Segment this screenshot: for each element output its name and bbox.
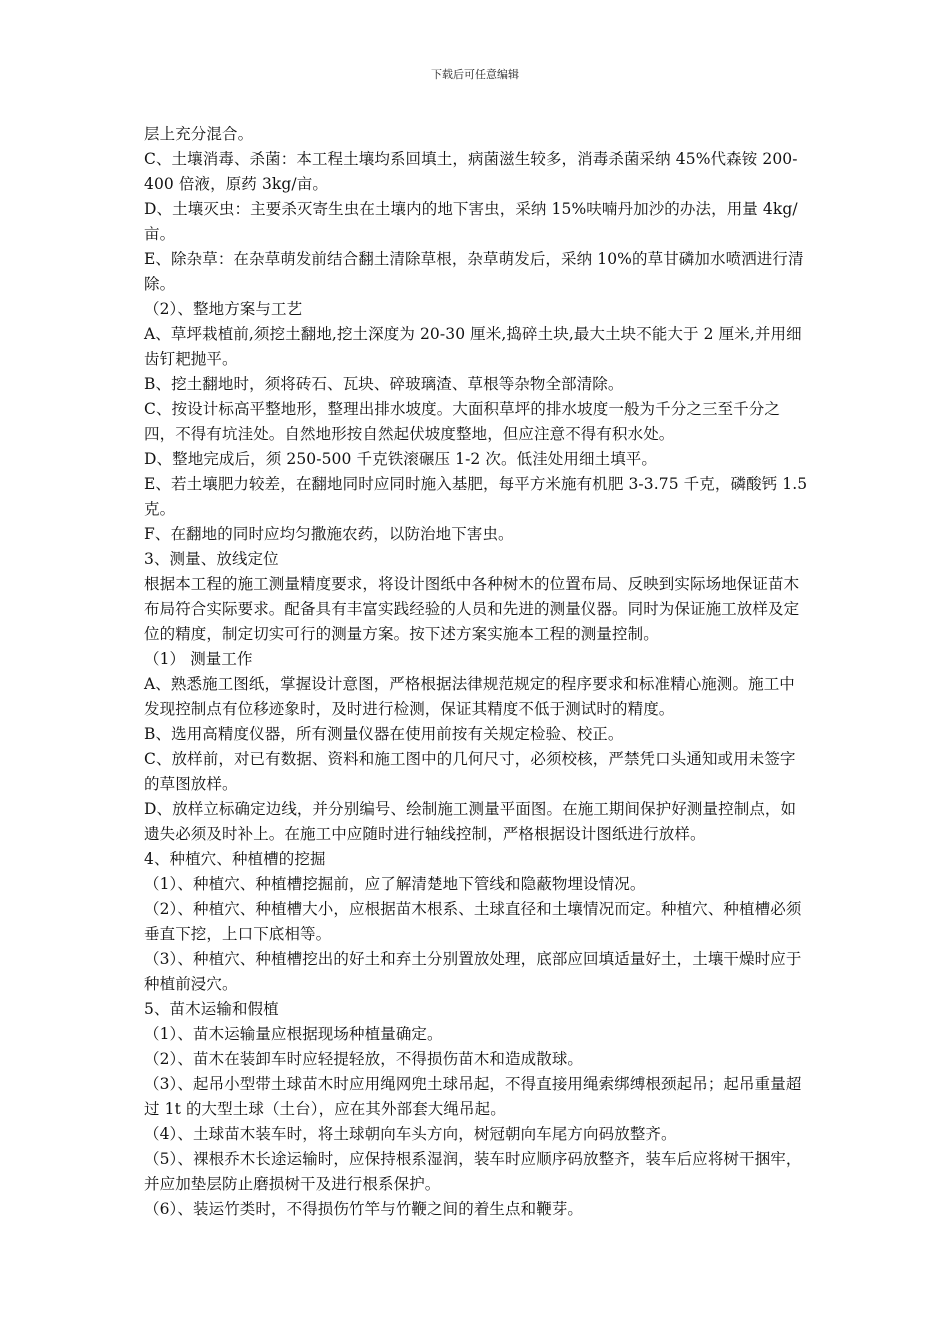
paragraph: A、草坪栽植前,须挖土翻地,挖土深度为 20-30 厘米,捣碎土块,最大土块不能大于 2 厘米,并用细齿钉耙抛平。 (144, 325, 802, 368)
paragraph: C、按设计标高平整地形，整理出排水坡度。大面积草坪的排水坡度一般为千分之三至千分之四，不得有坑洼处。自然地形按自然起伏坡度整地，但应注意不得有积水处。 (144, 400, 780, 443)
paragraph: F、在翻地的同时应均匀撒施农药，以防治地下害虫。 (144, 525, 514, 543)
section-heading: 3、测量、放线定位 (144, 550, 279, 568)
paragraph: E、若土壤肥力较差，在翻地同时应同时施入基肥，每平方米施有机肥 3-3.75 千克，磷酸钙 1.5 克。 (144, 475, 808, 518)
document-body (144, 122, 810, 1222)
paragraph: B、挖土翻地时，须将砖石、瓦块、碎玻璃渣、草根等杂物全部清除。 (144, 375, 624, 393)
paragraph: 层上充分混合。 (144, 125, 254, 143)
section-heading: 4、种植穴、种植槽的挖掘 (144, 850, 326, 868)
paragraph: （4）、土球苗木装车时，将土球朝向车头方向，树冠朝向车尾方向码放整齐。 (144, 1125, 677, 1143)
paragraph: （5）、裸根乔木长途运输时，应保持根系湿润，装车时应顺序码放整齐，装车后应将树干捆牢，并应加垫层防止磨损树干及进行根系保护。 (144, 1150, 802, 1193)
paragraph: （2）、苗木在装卸车时应轻提轻放，不得损伤苗木和造成散球。 (144, 1050, 584, 1068)
page-header: 下载后可任意编辑 (431, 68, 519, 81)
paragraph: （1）、种植穴、种植槽挖掘前，应了解清楚地下管线和隐蔽物埋设情况。 (144, 875, 646, 893)
paragraph: （3）、起吊小型带土球苗木时应用绳网兜土球吊起，不得直接用绳索绑缚根颈起吊；起吊重量超过 1t 的大型土球（土台），应在其外部套大绳吊起。 (144, 1075, 802, 1118)
paragraph: 根据本工程的施工测量精度要求，将设计图纸中各种树木的位置布局、反映到实际场地保证苗木布局符合实际要求。配备具有丰富实践经验的人员和先进的测量仪器。同时为保证施工放样及定位的精度，制定切实可行的测量方案。按下述方案实施本工程的测量控制。 (144, 575, 800, 643)
paragraph: （6）、装运竹类时，不得损伤竹竿与竹鞭之间的着生点和鞭芽。 (144, 1200, 584, 1218)
paragraph: E、除杂草：在杂草萌发前结合翻土清除草根，杂草萌发后，采纳 10%的草甘磷加水喷洒进行清除。 (144, 250, 804, 293)
paragraph: D、土壤灭虫：主要杀灭寄生虫在土壤内的地下害虫，采纳 15%呋喃丹加沙的办法，用量 4kg/亩。 (144, 200, 798, 243)
paragraph: D、整地完成后，须 250-500 千克铁滚碾压 1-2 次。低洼处用细土填平。 (144, 450, 658, 468)
paragraph: C、土壤消毒、杀菌：本工程土壤均系回填土，病菌滋生较多，消毒杀菌采纳 45%代森铵 200-400 倍液，原药 3kg/亩。 (144, 150, 798, 193)
paragraph: （1）、苗木运输量应根据现场种植量确定。 (144, 1025, 443, 1043)
section-heading: 5、苗木运输和假植 (144, 1000, 279, 1018)
paragraph: C、放样前，对已有数据、资料和施工图中的几何尺寸，必须校核，严禁凭口头通知或用未签字的草图放样。 (144, 750, 796, 793)
paragraph: D、放样立标确定边线，并分别编号、绘制施工测量平面图。在施工期间保护好测量控制点，如遗失必须及时补上。在施工中应随时进行轴线控制，严格根据设计图纸进行放样。 (144, 800, 797, 843)
paragraph: B、选用高精度仪器，所有测量仪器在使用前按有关规定检验、校正。 (144, 725, 624, 743)
paragraph: A、熟悉施工图纸，掌握设计意图，严格根据法律规范规定的程序要求和标准精心施测。施工中发现控制点有位移迹象时，及时进行检测，保证其精度不低于测试时的精度。 (144, 675, 795, 718)
section-heading: （1） 测量工作 (144, 650, 253, 668)
paragraph: （3）、种植穴、种植槽挖出的好土和弃土分别置放处理，底部应回填适量好土，土壤干燥时应于种植前浸穴。 (144, 950, 802, 993)
paragraph: （2）、种植穴、种植槽大小，应根据苗木根系、土球直径和土壤情况而定。种植穴、种植槽必须垂直下挖，上口下底相等。 (144, 900, 802, 943)
section-heading: （2）、整地方案与工艺 (144, 300, 303, 318)
